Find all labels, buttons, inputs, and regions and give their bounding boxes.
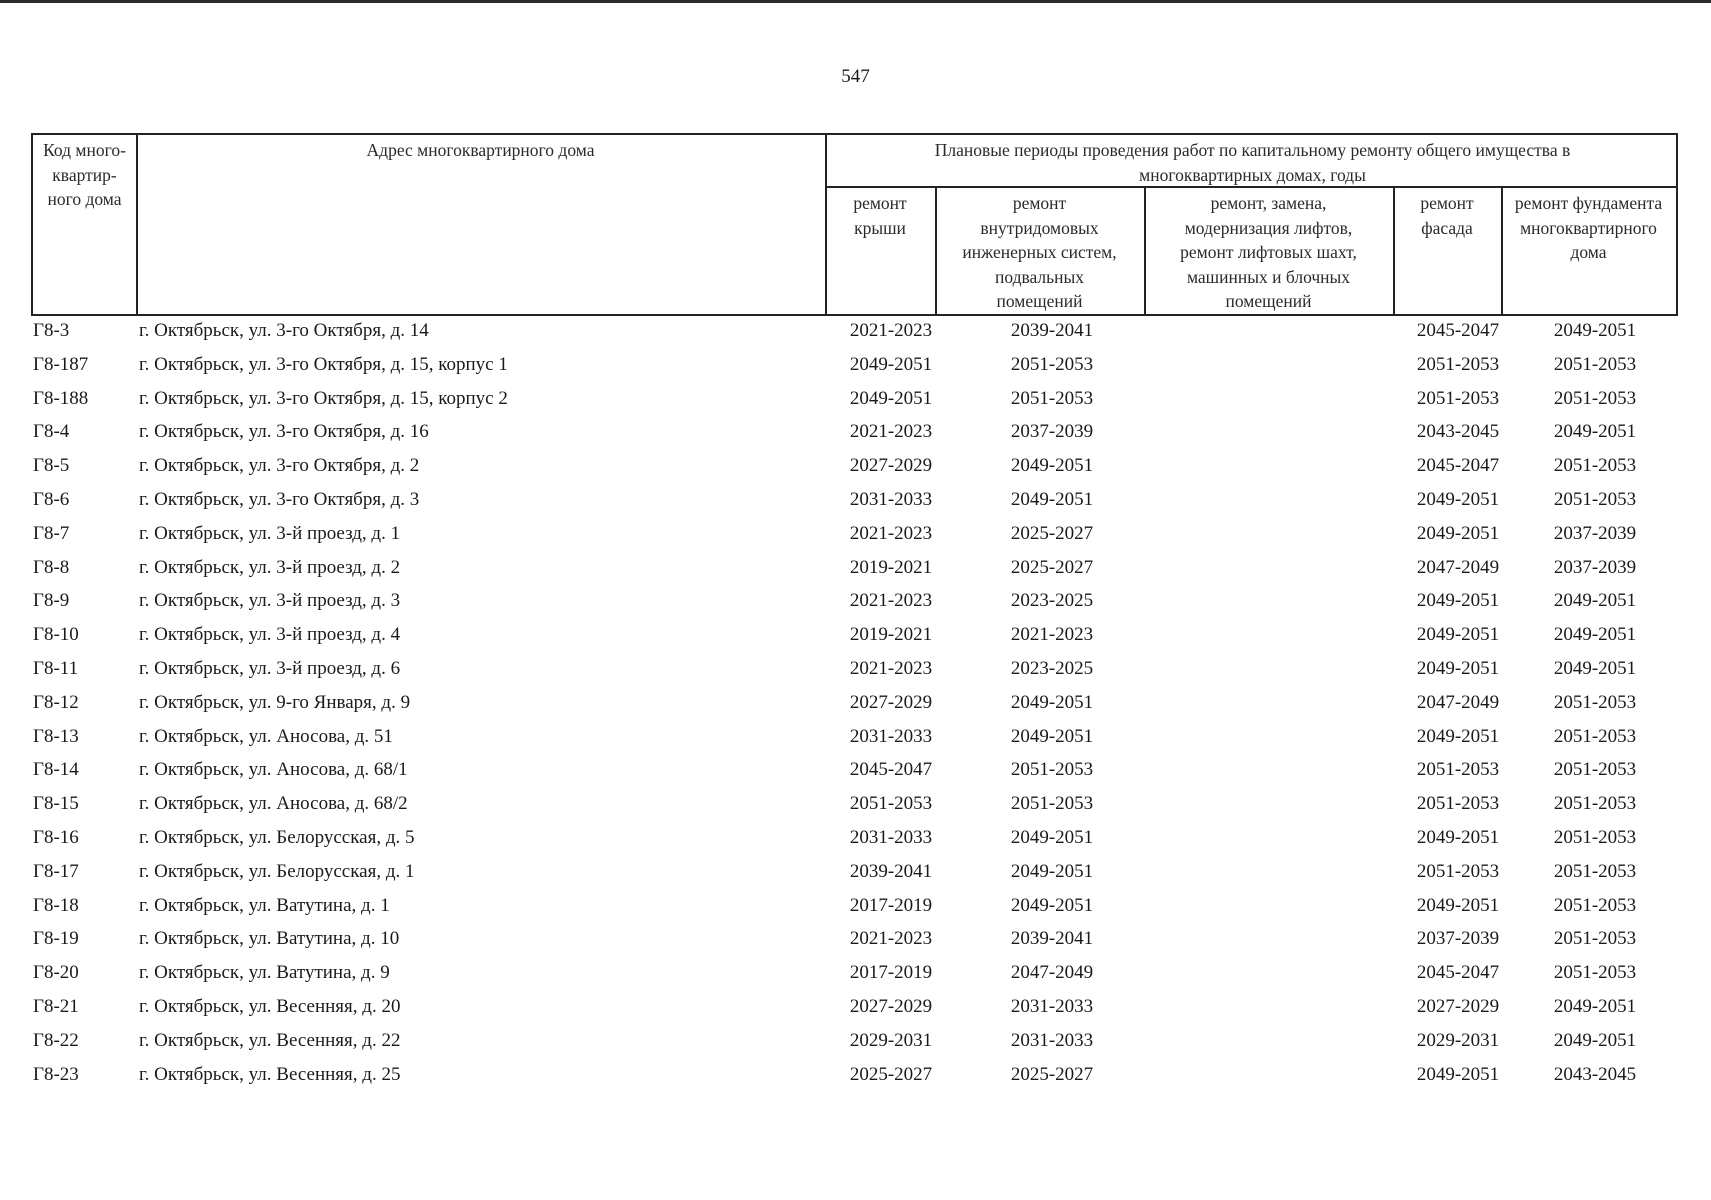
house-code-cell: Г8-7 bbox=[33, 522, 70, 544]
facade-period-cell: 2049-2051 bbox=[1416, 624, 1500, 646]
house-code-cell: Г8-4 bbox=[33, 421, 70, 443]
engineering-period-cell: 2051-2053 bbox=[1010, 387, 1094, 409]
engineering-period-cell: 2031-2033 bbox=[1010, 1029, 1094, 1051]
engineering-period-cell: 2049-2051 bbox=[1010, 826, 1094, 848]
foundation-period-cell: 2051-2053 bbox=[1553, 725, 1637, 747]
house-code-cell: Г8-6 bbox=[33, 488, 70, 510]
roof-period-cell: 2049-2051 bbox=[849, 387, 933, 409]
foundation-period-cell: 2051-2053 bbox=[1553, 793, 1637, 815]
table-row bbox=[31, 823, 1678, 857]
roof-period-cell: 2031-2033 bbox=[849, 488, 933, 510]
address-cell: г. Октябрьск, ул. 3-й проезд, д. 1 bbox=[139, 522, 401, 544]
address-cell: г. Октябрьск, ул. 3-го Октября, д. 14 bbox=[139, 320, 429, 341]
engineering-period-cell: 2031-2033 bbox=[1010, 995, 1094, 1017]
address-cell: г. Октябрьск, ул. Аносова, д. 68/1 bbox=[139, 759, 408, 781]
house-code-cell: Г8-19 bbox=[33, 928, 79, 950]
house-code-cell: Г8-10 bbox=[33, 624, 79, 646]
roof-period-cell: 2021-2023 bbox=[849, 522, 933, 544]
table-row bbox=[31, 1026, 1678, 1060]
table-row bbox=[31, 417, 1678, 451]
address-cell: г. Октябрьск, ул. Весенняя, д. 20 bbox=[139, 995, 401, 1017]
house-code-cell: Г8-16 bbox=[33, 826, 79, 848]
house-code-cell: Г8-3 bbox=[33, 320, 70, 341]
roof-period-cell: 2021-2023 bbox=[849, 590, 933, 612]
engineering-period-cell: 2049-2051 bbox=[1010, 488, 1094, 510]
engineering-period-cell: 2049-2051 bbox=[1010, 455, 1094, 477]
house-code-cell: Г8-188 bbox=[33, 387, 89, 409]
table-row bbox=[31, 384, 1678, 418]
facade-period-cell: 2029-2031 bbox=[1416, 1029, 1500, 1051]
address-cell: г. Октябрьск, ул. 3-го Октября, д. 16 bbox=[139, 421, 429, 443]
address-cell: г. Октябрьск, ул. Весенняя, д. 22 bbox=[139, 1029, 401, 1051]
table-row bbox=[31, 1060, 1678, 1094]
address-cell: г. Октябрьск, ул. 3-й проезд, д. 2 bbox=[139, 556, 401, 578]
table-row bbox=[31, 958, 1678, 992]
header-code: Код много- квартир- ного дома bbox=[43, 140, 126, 209]
address-cell: г. Октябрьск, ул. Ватутина, д. 1 bbox=[139, 894, 390, 916]
header-foundation: ремонт фундамента многоквартирного дома bbox=[1514, 193, 1663, 262]
address-cell: г. Октябрьск, ул. 9-го Января, д. 9 bbox=[139, 691, 411, 713]
header-lifts: ремонт, замена, модернизация лифтов, ремонт лифтовых шахт, машинных и блочных помещений bbox=[1180, 193, 1357, 311]
table-row bbox=[31, 485, 1678, 519]
house-code-cell: Г8-11 bbox=[33, 657, 79, 679]
foundation-period-cell: 2051-2053 bbox=[1553, 353, 1637, 375]
table-row bbox=[31, 451, 1678, 485]
table-row bbox=[31, 654, 1678, 688]
engineering-period-cell: 2037-2039 bbox=[1010, 421, 1094, 443]
house-code-cell: Г8-21 bbox=[33, 995, 79, 1017]
table-row bbox=[31, 620, 1678, 654]
facade-period-cell: 2045-2047 bbox=[1416, 455, 1500, 477]
foundation-period-cell: 2051-2053 bbox=[1553, 894, 1637, 916]
header-periods: Плановые периоды проведения работ по капитальному ремонту общего имущества в многоквартирных домах, годы bbox=[934, 140, 1571, 185]
facade-period-cell: 2027-2029 bbox=[1416, 995, 1500, 1017]
address-cell: г. Октябрьск, ул. Ватутина, д. 10 bbox=[139, 928, 400, 950]
engineering-period-cell: 2023-2025 bbox=[1010, 657, 1094, 679]
address-cell: г. Октябрьск, ул. 3-го Октября, д. 15, корпус 1 bbox=[139, 353, 508, 375]
facade-period-cell: 2045-2047 bbox=[1416, 320, 1500, 341]
header-roof: ремонт крыши bbox=[853, 193, 907, 238]
facade-period-cell: 2049-2051 bbox=[1416, 657, 1500, 679]
foundation-period-cell: 2049-2051 bbox=[1553, 657, 1637, 679]
address-cell: г. Октябрьск, ул. 3-го Октября, д. 15, корпус 2 bbox=[139, 387, 508, 409]
address-cell: г. Октябрьск, ул. 3-й проезд, д. 4 bbox=[139, 624, 401, 646]
house-code-cell: Г8-18 bbox=[33, 894, 79, 916]
engineering-period-cell: 2049-2051 bbox=[1010, 725, 1094, 747]
house-code-cell: Г8-22 bbox=[33, 1029, 79, 1051]
foundation-period-cell: 2051-2053 bbox=[1553, 962, 1637, 984]
address-cell: г. Октябрьск, ул. Белорусская, д. 1 bbox=[139, 860, 415, 882]
header-facade: ремонт фасада bbox=[1420, 193, 1474, 238]
address-cell: г. Октябрьск, ул. Аносова, д. 51 bbox=[139, 725, 393, 747]
house-code-cell: Г8-15 bbox=[33, 793, 79, 815]
engineering-period-cell: 2039-2041 bbox=[1010, 320, 1094, 341]
header-engineering: ремонт внутридомовых инженерных систем, подвальных помещений bbox=[962, 193, 1117, 311]
foundation-period-cell: 2049-2051 bbox=[1553, 590, 1637, 612]
engineering-period-cell: 2023-2025 bbox=[1010, 590, 1094, 612]
table-row bbox=[31, 755, 1678, 789]
facade-period-cell: 2037-2039 bbox=[1416, 928, 1500, 950]
foundation-period-cell: 2051-2053 bbox=[1553, 759, 1637, 781]
house-code-cell: Г8-14 bbox=[33, 759, 79, 781]
foundation-period-cell: 2037-2039 bbox=[1553, 522, 1637, 544]
roof-period-cell: 2021-2023 bbox=[849, 320, 933, 341]
foundation-period-cell: 2043-2045 bbox=[1553, 1063, 1637, 1085]
foundation-period-cell: 2049-2051 bbox=[1553, 995, 1637, 1017]
page-number: 547 bbox=[841, 66, 870, 87]
foundation-period-cell: 2051-2053 bbox=[1553, 826, 1637, 848]
table-row bbox=[31, 891, 1678, 925]
house-code-cell: Г8-187 bbox=[33, 353, 89, 375]
roof-period-cell: 2021-2023 bbox=[849, 421, 933, 443]
facade-period-cell: 2049-2051 bbox=[1416, 1063, 1500, 1085]
engineering-period-cell: 2051-2053 bbox=[1010, 793, 1094, 815]
roof-period-cell: 2031-2033 bbox=[849, 725, 933, 747]
address-cell: г. Октябрьск, ул. 3-й проезд, д. 3 bbox=[139, 590, 401, 612]
roof-period-cell: 2027-2029 bbox=[849, 455, 933, 477]
roof-period-cell: 2019-2021 bbox=[849, 624, 933, 646]
header-address: Адрес многоквартирного дома bbox=[366, 140, 595, 160]
table-row bbox=[31, 553, 1678, 587]
table-row bbox=[31, 316, 1678, 350]
roof-period-cell: 2017-2019 bbox=[849, 962, 933, 984]
engineering-period-cell: 2025-2027 bbox=[1010, 556, 1094, 578]
facade-period-cell: 2049-2051 bbox=[1416, 590, 1500, 612]
address-cell: г. Октябрьск, ул. Аносова, д. 68/2 bbox=[139, 793, 408, 815]
facade-period-cell: 2047-2049 bbox=[1416, 556, 1500, 578]
scan-top-edge bbox=[0, 0, 1711, 3]
roof-period-cell: 2027-2029 bbox=[849, 691, 933, 713]
address-cell: г. Октябрьск, ул. Белорусская, д. 5 bbox=[139, 826, 415, 848]
facade-period-cell: 2051-2053 bbox=[1416, 759, 1500, 781]
address-cell: г. Октябрьск, ул. Весенняя, д. 25 bbox=[139, 1063, 401, 1085]
foundation-period-cell: 2051-2053 bbox=[1553, 455, 1637, 477]
table-row bbox=[31, 688, 1678, 722]
roof-period-cell: 2039-2041 bbox=[849, 860, 933, 882]
foundation-period-cell: 2051-2053 bbox=[1553, 928, 1637, 950]
foundation-period-cell: 2051-2053 bbox=[1553, 860, 1637, 882]
address-cell: г. Октябрьск, ул. Ватутина, д. 9 bbox=[139, 962, 390, 984]
facade-period-cell: 2049-2051 bbox=[1416, 488, 1500, 510]
address-cell: г. Октябрьск, ул. 3-го Октября, д. 3 bbox=[139, 488, 420, 510]
house-code-cell: Г8-17 bbox=[33, 860, 79, 882]
house-code-cell: Г8-12 bbox=[33, 691, 79, 713]
table-row bbox=[31, 857, 1678, 891]
facade-period-cell: 2049-2051 bbox=[1416, 826, 1500, 848]
foundation-period-cell: 2037-2039 bbox=[1553, 556, 1637, 578]
facade-period-cell: 2045-2047 bbox=[1416, 962, 1500, 984]
roof-period-cell: 2021-2023 bbox=[849, 657, 933, 679]
roof-period-cell: 2017-2019 bbox=[849, 894, 933, 916]
foundation-period-cell: 2051-2053 bbox=[1553, 387, 1637, 409]
roof-period-cell: 2051-2053 bbox=[849, 793, 933, 815]
engineering-period-cell: 2051-2053 bbox=[1010, 353, 1094, 375]
roof-period-cell: 2049-2051 bbox=[849, 353, 933, 375]
engineering-period-cell: 2039-2041 bbox=[1010, 928, 1094, 950]
engineering-period-cell: 2051-2053 bbox=[1010, 759, 1094, 781]
engineering-period-cell: 2025-2027 bbox=[1010, 522, 1094, 544]
facade-period-cell: 2049-2051 bbox=[1416, 522, 1500, 544]
table-body bbox=[31, 316, 1678, 1093]
foundation-period-cell: 2049-2051 bbox=[1553, 1029, 1637, 1051]
roof-period-cell: 2027-2029 bbox=[849, 995, 933, 1017]
facade-period-cell: 2051-2053 bbox=[1416, 353, 1500, 375]
facade-period-cell: 2051-2053 bbox=[1416, 860, 1500, 882]
house-code-cell: Г8-8 bbox=[33, 556, 70, 578]
facade-period-cell: 2047-2049 bbox=[1416, 691, 1500, 713]
roof-period-cell: 2025-2027 bbox=[849, 1063, 933, 1085]
table-row bbox=[31, 722, 1678, 756]
table-header bbox=[31, 133, 1678, 316]
foundation-period-cell: 2049-2051 bbox=[1553, 421, 1637, 443]
table-row bbox=[31, 519, 1678, 553]
facade-period-cell: 2051-2053 bbox=[1416, 793, 1500, 815]
engineering-period-cell: 2049-2051 bbox=[1010, 860, 1094, 882]
facade-period-cell: 2043-2045 bbox=[1416, 421, 1500, 443]
engineering-period-cell: 2047-2049 bbox=[1010, 962, 1094, 984]
facade-period-cell: 2051-2053 bbox=[1416, 387, 1500, 409]
roof-period-cell: 2021-2023 bbox=[849, 928, 933, 950]
address-cell: г. Октябрьск, ул. 3-го Октября, д. 2 bbox=[139, 455, 420, 477]
foundation-period-cell: 2049-2051 bbox=[1553, 320, 1637, 341]
house-code-cell: Г8-9 bbox=[33, 590, 70, 612]
foundation-period-cell: 2049-2051 bbox=[1553, 624, 1637, 646]
foundation-period-cell: 2051-2053 bbox=[1553, 691, 1637, 713]
engineering-period-cell: 2025-2027 bbox=[1010, 1063, 1094, 1085]
table-row bbox=[31, 586, 1678, 620]
engineering-period-cell: 2049-2051 bbox=[1010, 894, 1094, 916]
table-row bbox=[31, 924, 1678, 958]
house-code-cell: Г8-5 bbox=[33, 455, 70, 477]
house-code-cell: Г8-20 bbox=[33, 962, 79, 984]
address-cell: г. Октябрьск, ул. 3-й проезд, д. 6 bbox=[139, 657, 401, 679]
roof-period-cell: 2019-2021 bbox=[849, 556, 933, 578]
roof-period-cell: 2029-2031 bbox=[849, 1029, 933, 1051]
engineering-period-cell: 2049-2051 bbox=[1010, 691, 1094, 713]
facade-period-cell: 2049-2051 bbox=[1416, 725, 1500, 747]
house-code-cell: Г8-13 bbox=[33, 725, 79, 747]
foundation-period-cell: 2051-2053 bbox=[1553, 488, 1637, 510]
table-row bbox=[31, 992, 1678, 1026]
table-row bbox=[31, 789, 1678, 823]
house-code-cell: Г8-23 bbox=[33, 1063, 79, 1085]
engineering-period-cell: 2021-2023 bbox=[1010, 624, 1094, 646]
roof-period-cell: 2031-2033 bbox=[849, 826, 933, 848]
facade-period-cell: 2049-2051 bbox=[1416, 894, 1500, 916]
table-row bbox=[31, 350, 1678, 384]
roof-period-cell: 2045-2047 bbox=[849, 759, 933, 781]
